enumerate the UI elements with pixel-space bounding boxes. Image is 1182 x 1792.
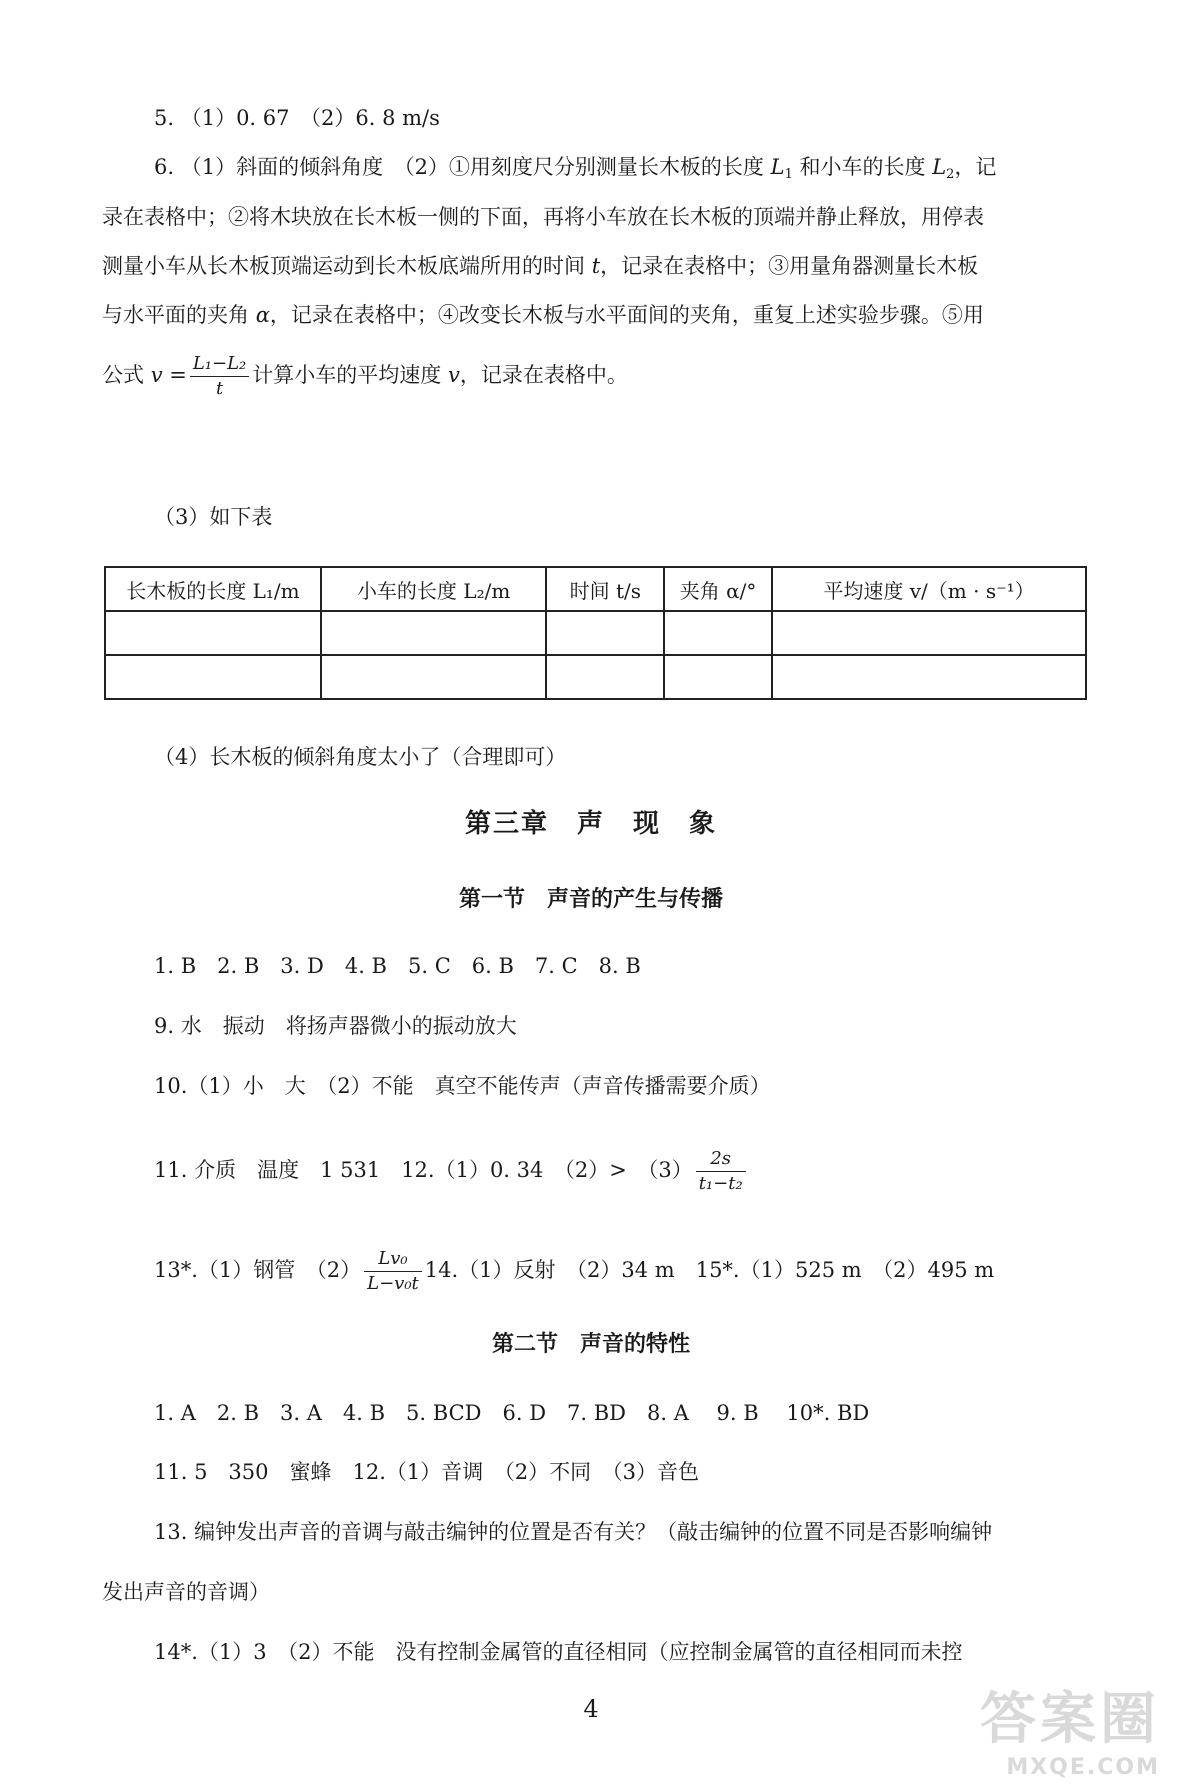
sec1-answers-line4: 11. 介质 温度 1 531 12.（1）0. 34 （2）> （3） $\frac{2s}{\text{t₁−t₂}}$ [154,1147,749,1196]
velocity-formula: $\frac{\text{L₁−L₂}}{t}$ [190,352,249,401]
table-cell [105,611,321,655]
table-header: 长木板的长度 L₁/m [105,567,321,611]
table-cell [105,655,321,699]
formula-lv0: $\frac{\text{Lv₀}}{\text{L−v₀t}}$ [364,1247,422,1296]
table-cell [321,611,547,655]
sec2-answers-line2: 11. 5 350 蜜蜂 12.（1）音调 （2）不同 （3）音色 [154,1460,699,1484]
table-header: 时间 t/s [546,567,664,611]
table-cell [664,611,772,655]
watermark-logo: 答案圈 [980,1687,1160,1752]
table-cell [321,655,547,699]
answer-q6-line5: 公式 v = $\frac{\text{L₁−L₂}}{t}$ 计算小车的平均速度 v，记录在表格中。 [102,353,628,399]
watermark [980,1675,1160,1780]
table-cell [772,655,1086,699]
table-header: 小车的长度 L₂/m [321,567,547,611]
answer-q6-line2: 录在表格中；②将木块放在长木板一侧的下面，再将小车放在长木板的顶端并静止释放，用停表 [102,205,984,229]
sec1-answers-line2: 9. 水 振动 将扬声器微小的振动放大 [154,1014,517,1038]
table-header: 夹角 α/° [664,567,772,611]
sec1-answers-line3: 10.（1）小 大 （2）不能 真空不能传声（声音传播需要介质） [154,1074,771,1098]
sec2-answers-line5: 14*.（1）3 （2）不能 没有控制金属管的直径相同（应控制金属管的直径相同而未控 [154,1640,963,1664]
table-cell [546,611,664,655]
section-title-2: 第二节 声音的特性 [491,1332,690,1357]
table-header: 平均速度 v/（m · s⁻¹） [772,567,1086,611]
answer-q6-part3: （3）如下表 [154,505,273,529]
chapter-title: 第三章 声 现 象 [464,809,717,839]
sec2-answers-line1: 1. A 2. B 3. A 4. B 5. BCD 6. D 7. BD 8. A 9. B 10*. BD [154,1401,870,1425]
sec1-answers-line5: 13*.（1）钢管 （2） $\frac{\text{Lv₀}}{\text{L−v₀t}}$ 14.（1）反射 （2）34 m 15*.（1）525 m （2）495 m [154,1248,995,1294]
answer-q6-line3: 测量小车从长木板顶端运动到长木板底端所用的时间 t，记录在表格中；③用量角器测量长木板 [102,254,979,278]
formula-2s: $\frac{2s}{\text{t₁−t₂}}$ [696,1147,746,1196]
sec2-answers-line4: 发出声音的音调） [102,1580,270,1604]
table-cell [664,655,772,699]
watermark-site: MXQE.COM [1006,1755,1160,1780]
sec1-answers-line1: 1. B 2. B 3. D 4. B 5. C 6. B 7. C 8. B [154,954,641,978]
data-table [104,566,1087,700]
table-row [105,655,1086,699]
table-row [105,611,1086,655]
page-number: 4 [583,1695,599,1723]
sec2-answers-line3: 13. 编钟发出声音的音调与敲击编钟的位置是否有关？（敲击编钟的位置不同是否影响编钟 [154,1520,993,1544]
answer-q6-line1: 6. （1）斜面的倾斜角度 （2）①用刻度尺分别测量长木板的长度 $L_1$ 和小车的长度 $L_2$，记 [154,155,997,182]
answer-q6-line4: 与水平面的夹角 α，记录在表格中；④改变长木板与水平面间的夹角，重复上述实验步骤。⑤用 [102,303,984,327]
answer-q6-part4: （4）长木板的倾斜角度太小了（合理即可） [154,745,567,769]
answer-q5: 5. （1）0. 67 （2）6. 8 m/s [154,106,440,130]
table-cell [546,655,664,699]
table-header-row [105,567,1086,611]
section-title-1: 第一节 声音的产生与传播 [458,887,723,912]
table-cell [772,611,1086,655]
